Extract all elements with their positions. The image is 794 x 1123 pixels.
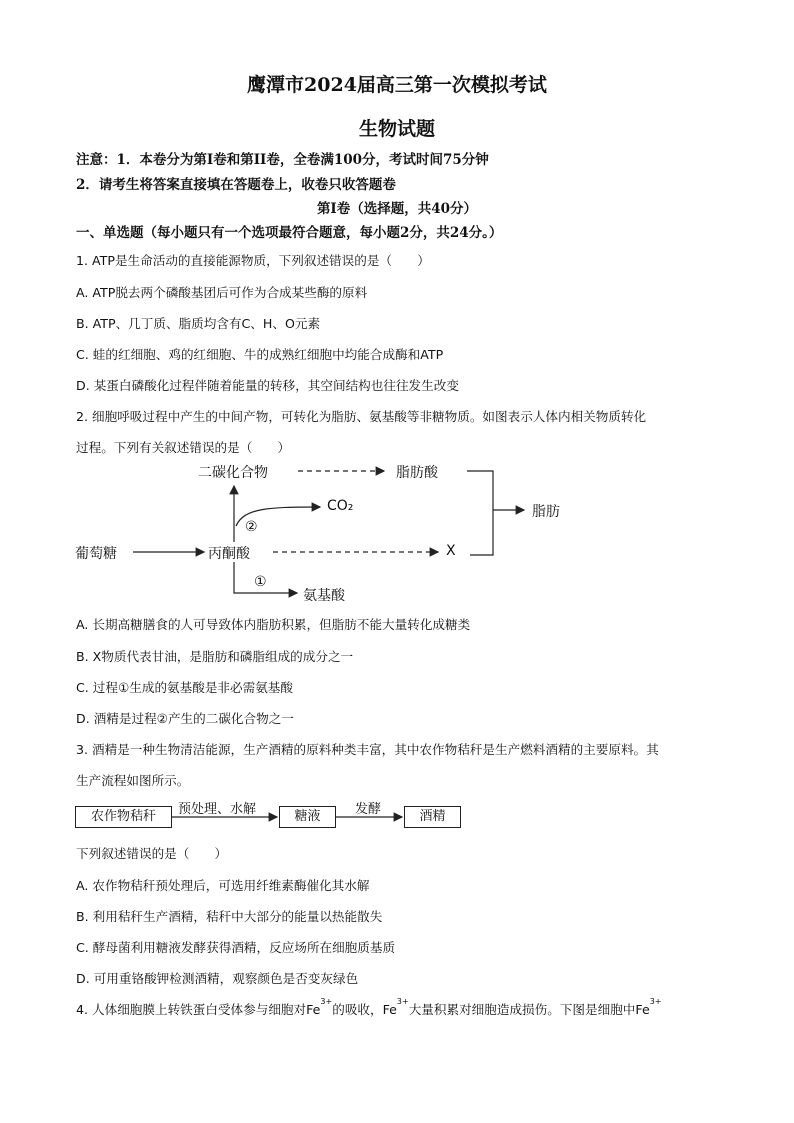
q1-stem: 1. ATP是生命活动的直接能源物质，下列叙述错误的是（ ） (76, 253, 430, 268)
part-title: 一、单选题（每小题只有一个选项最符合题意，每小题2分，共24分。） (76, 225, 503, 241)
q2-stem-line-2: 过程。下列有关叙述错误的是（ ） (76, 440, 291, 455)
flow-label-ferment: 发酵 (355, 802, 382, 817)
q2-stem-line-1: 2. 细胞呼吸过程中产生的中间产物，可转化为脂肪、氨基酸等非糖物质。如图表示人体内相关物质转化 (76, 409, 647, 424)
node-amino-acid: 氨基酸 (303, 588, 345, 604)
q3-option-a: A. 农作物秸秆预处理后，可选用纤维素酶催化其水解 (76, 878, 370, 893)
q3-option-d: D. 可用重铬酸钾检测酒精，观察颜色是否变灰绿色 (76, 971, 359, 986)
q4-sup-3: 3+ (649, 997, 662, 1006)
q1-option-a: A. ATP脱去两个磷酸基团后可作为合成某些酶的原料 (76, 285, 368, 300)
process-2-label: ② (245, 519, 258, 535)
q4-sup-2: 3+ (396, 997, 409, 1006)
q2-option-d: D. 酒精是过程②产生的二碳化合物之一 (76, 711, 294, 726)
q3-question: 下列叙述错误的是（ ） (76, 846, 228, 861)
q2-option-c: C. 过程①生成的氨基酸是非必需氨基酸 (76, 680, 293, 695)
flow-box-sugar: 糖液 (279, 806, 336, 828)
notice-line-2: 2．请考生将答案直接填在答题卷上，收卷只收答题卷 (76, 177, 396, 193)
node-glucose: 葡萄糖 (75, 546, 117, 562)
q1-option-d: D. 某蛋白磷酸化过程伴随着能量的转移，其空间结构也往往发生改变 (76, 378, 459, 393)
q2-option-a: A. 长期高糖膳食的人可导致体内脂肪积累，但脂肪不能大量转化成糖类 (76, 617, 471, 632)
q3-option-c: C. 酵母菌利用糖液发酵获得酒精，反应场所在细胞质基质 (76, 940, 396, 955)
q1-option-c: C. 蛙的红细胞、鸡的红细胞、牛的成熟红细胞中均能合成酶和ATP (76, 347, 444, 362)
node-x: X (446, 543, 456, 559)
q4-stem-part-1: 4. 人体细胞膜上转铁蛋白受体参与细胞对Fe (76, 1002, 321, 1017)
node-co2: CO₂ (327, 498, 354, 514)
flow-box-alcohol: 酒精 (404, 806, 461, 828)
page-subtitle: 生物试题 (358, 118, 435, 140)
q4-stem-part-2: 的吸收，Fe (332, 1002, 397, 1017)
q4-sup-1: 3+ (320, 997, 333, 1006)
node-pyruvate: 丙酮酸 (208, 546, 250, 562)
q1-option-b: B. ATP、几丁质、脂质均含有C、H、O元素 (76, 316, 321, 331)
node-two-carbon: 二碳化合物 (198, 465, 268, 481)
q3-option-b: B. 利用秸秆生产酒精，秸秆中大部分的能量以热能散失 (76, 909, 383, 924)
q3-stem-line-2: 生产流程如图所示。 (76, 773, 190, 788)
process-1-label: ① (254, 574, 267, 590)
flow-box-straw: 农作物秸秆 (75, 806, 172, 828)
node-fatty-acid: 脂肪酸 (396, 465, 438, 481)
q3-stem-line-1: 3. 酒精是一种生物清洁能源，生产酒精的原料种类丰富，其中农作物秸秆是生产燃料酒精的主要原料。其 (76, 742, 659, 757)
page-title: 鹰潭市2024届高三第一次模拟考试 (247, 74, 547, 96)
q4-stem (76, 999, 662, 1018)
notice-line-1: 注意：1．本卷分为第I卷和第II卷，全卷满100分，考试时间75分钟 (76, 152, 489, 168)
node-fat: 脂肪 (532, 504, 560, 520)
flow-label-pretreat: 预处理、水解 (178, 802, 257, 817)
q2-option-b: B. X物质代表甘油，是脂肪和磷脂组成的成分之一 (76, 649, 354, 664)
q4-stem-part-3: 大量积累对细胞造成损伤。下图是细胞中Fe (408, 1002, 650, 1017)
volume-title: 第I卷（选择题，共40分） (316, 201, 478, 217)
